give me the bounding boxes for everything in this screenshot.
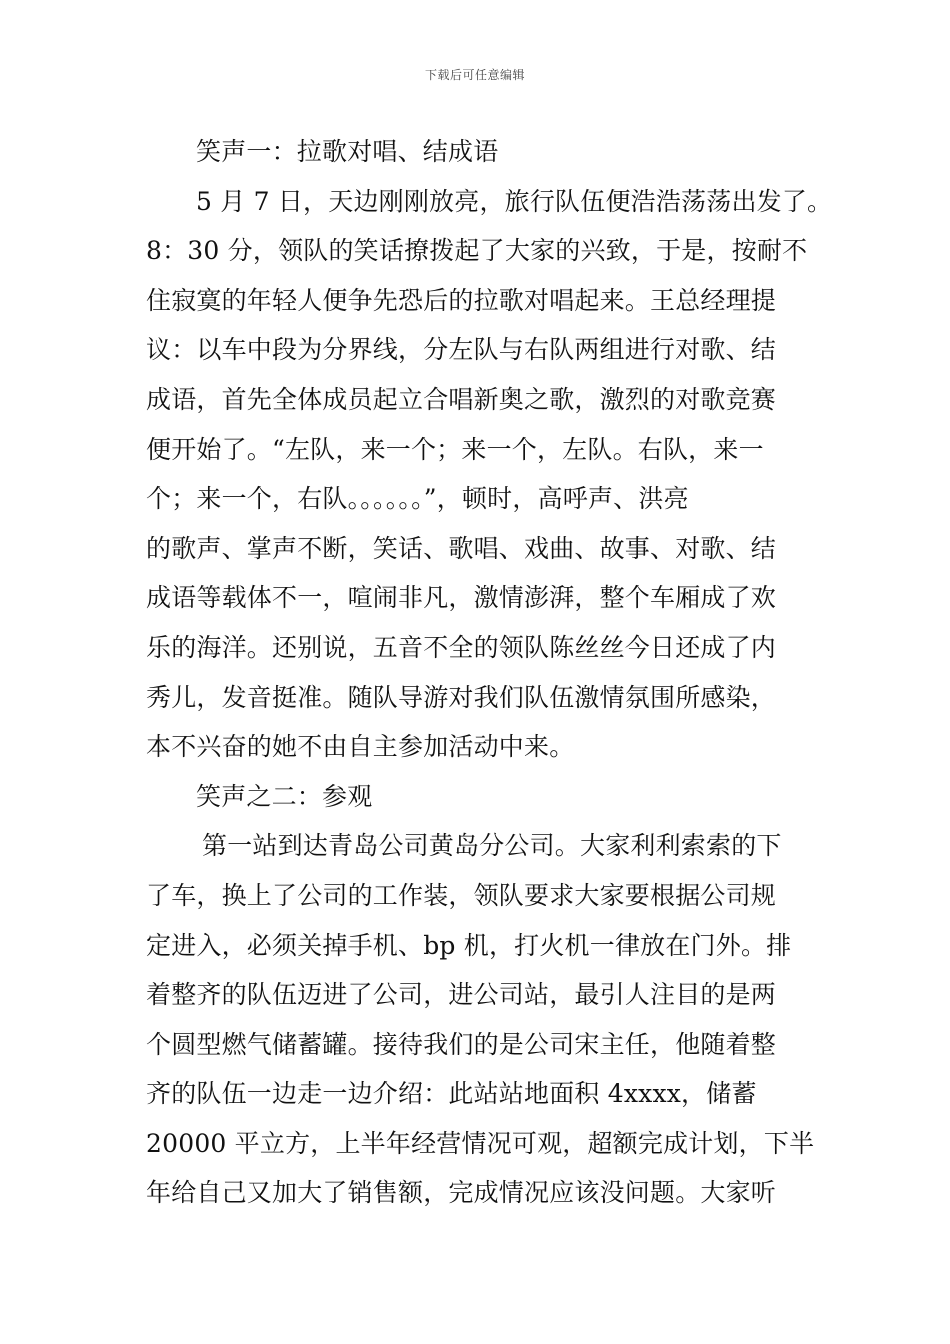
paragraph-line: 定进入，必须关掉手机、bp 机，打火机一律放在门外。排 bbox=[146, 930, 792, 960]
paragraph-line: 议：以车中段为分界线，分左队与右队两组进行对歌、结 bbox=[146, 335, 777, 365]
paragraph-line: 便开始了。“左队，来一个；来一个，左队。右队，来一 bbox=[146, 434, 764, 464]
section-heading: 笑声之二：参观 bbox=[196, 781, 373, 811]
paragraph-line: 住寂寞的年轻人便争先恐后的拉歌对唱起来。王总经理提 bbox=[146, 285, 777, 315]
document-body bbox=[146, 127, 833, 1218]
paragraph-line: 第一站到达青岛公司黄岛分公司。大家利利索索的下 bbox=[202, 831, 782, 861]
paragraph-line: 成语，首先全体成员起立合唱新奥之歌，激烈的对歌竞赛 bbox=[146, 384, 777, 414]
paragraph-line: 个；来一个，右队。。。。。。”，顿时，高呼声、洪亮 bbox=[146, 484, 689, 514]
paragraph-line: 20000 平立方，上半年经营情况可观，超额完成计划，下半 bbox=[146, 1128, 815, 1158]
paragraph-line: 5 月 7 日，天边刚刚放亮，旅行队伍便浩浩荡荡出发了。 bbox=[196, 186, 833, 216]
section-heading: 笑声一：拉歌对唱、结成语 bbox=[196, 137, 499, 166]
paragraph-line: 成语等载体不一，喧闹非凡，激情澎湃，整个车厢成了欢 bbox=[146, 583, 777, 613]
paragraph-line: 年给自己又加大了销售额，完成情况应该没问题。大家听 bbox=[146, 1178, 777, 1208]
paragraph-line: 齐的队伍一边走一边介绍：此站站地面积 4xxxx，储蓄 bbox=[146, 1079, 757, 1109]
paragraph-line: 本不兴奋的她不由自主参加活动中来。 bbox=[146, 732, 575, 762]
paragraph-line: 个圆型燃气储蓄罐。接待我们的是公司宋主任，他随着整 bbox=[146, 1029, 777, 1059]
paragraph-line: 着整齐的队伍迈进了公司，进公司站，最引人注目的是两 bbox=[146, 980, 777, 1010]
paragraph-line: 8：30 分，领队的笑话撩拨起了大家的兴致，于是，按耐不 bbox=[146, 236, 808, 266]
paragraph-line: 乐的海洋。还别说，五音不全的领队陈丝丝今日还成了内 bbox=[146, 632, 777, 662]
paragraph-line: 秀儿，发音挺准。随队导游对我们队伍激情氛围所感染， bbox=[146, 682, 777, 712]
page-header: 下载后可任意编辑 bbox=[424, 68, 525, 82]
paragraph-line: 的歌声、掌声不断，笑话、歌唱、戏曲、故事、对歌、结 bbox=[146, 533, 777, 563]
paragraph-line: 了车，换上了公司的工作装，领队要求大家要根据公司规 bbox=[146, 880, 777, 910]
